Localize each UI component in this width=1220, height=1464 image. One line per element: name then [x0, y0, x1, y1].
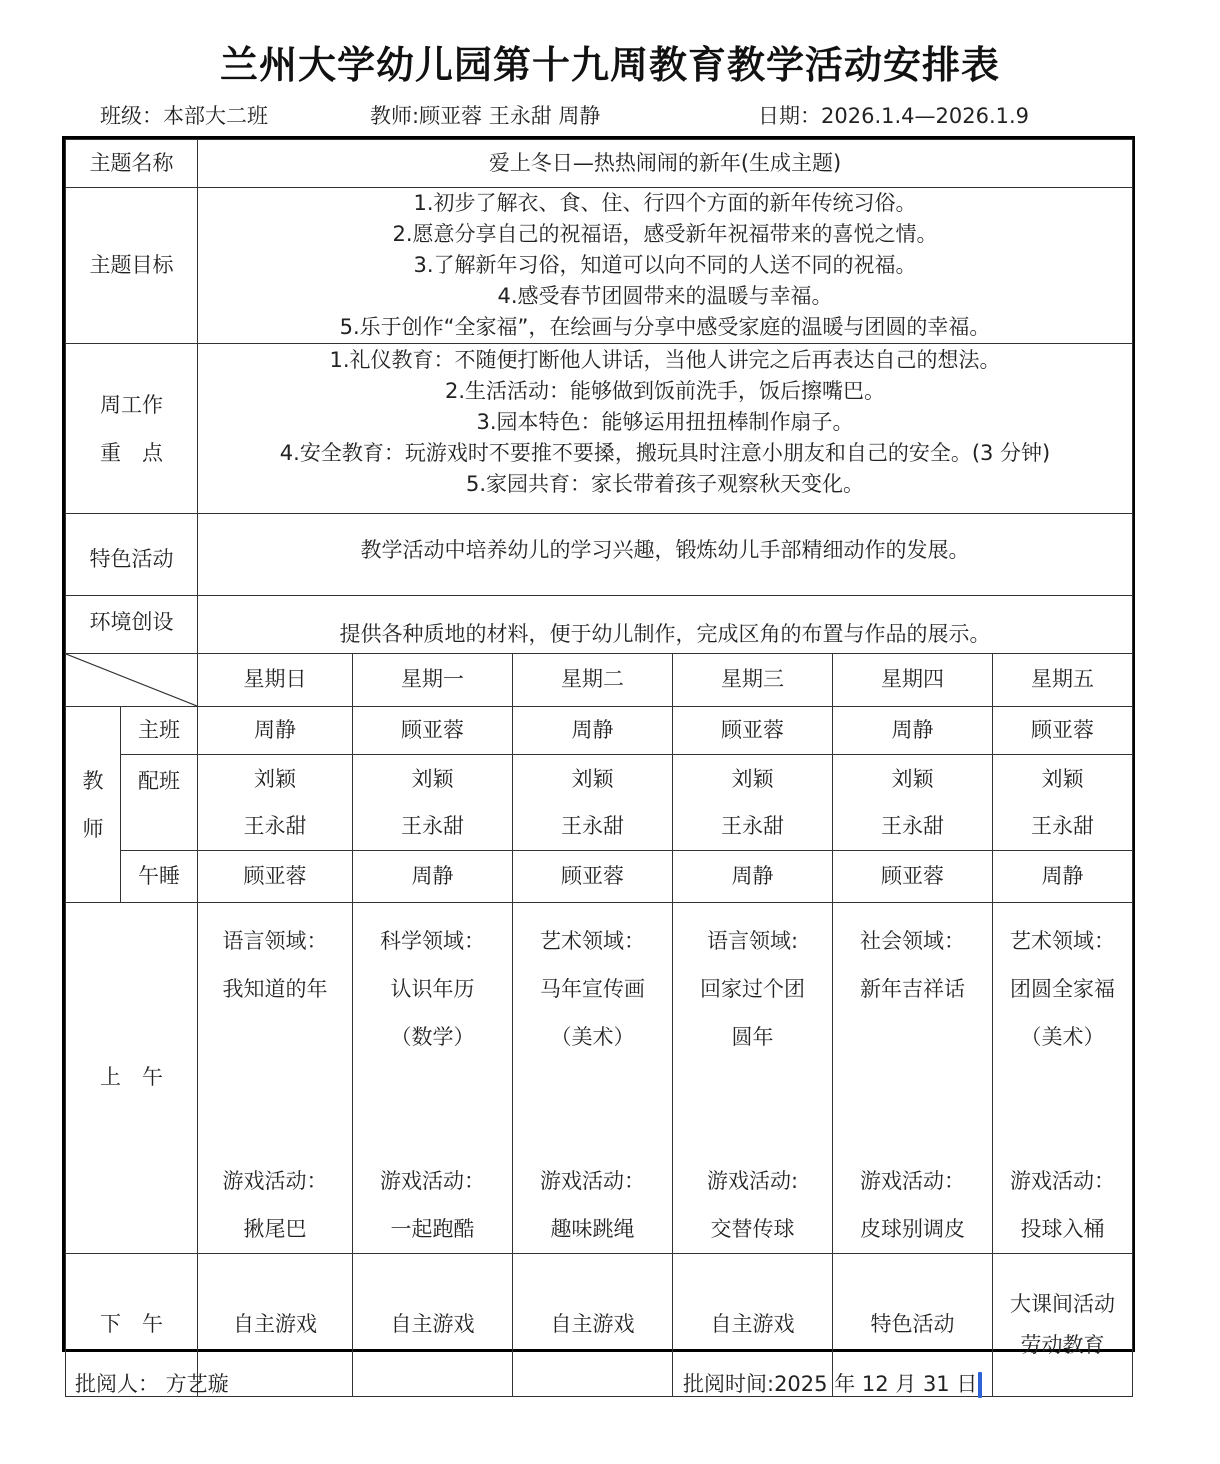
info-row-theme: [66, 140, 1133, 188]
afternoon-cell: 自主游戏: [673, 1254, 833, 1397]
focus-item: 4.安全教育：玩游戏时不要推不要搡，搬玩具时注意小朋友和自己的安全。(3 分钟): [279, 441, 1051, 465]
morning-cell: 语言领域: 回家过个团 圆年 游戏活动: 交替传球: [673, 903, 833, 1254]
afternoon-cell: 自主游戏: [353, 1254, 513, 1397]
main-teacher-cell: 顾亚蓉: [993, 707, 1133, 755]
date-label: 日期：2026.1.4—2026.1.9: [758, 104, 1030, 128]
teachers-label: 教师:顾亚蓉 王永甜 周静: [370, 104, 601, 128]
day-header: 星期五: [993, 654, 1133, 707]
focus-item: 1.礼仪教育：不随便打断他人讲话，当他人讲完之后再表达自己的想法。: [329, 348, 1001, 372]
info-row-environment: [66, 596, 1133, 654]
main-teacher-cell: 周静: [833, 707, 993, 755]
theme-goals-label: 主题目标: [66, 188, 198, 344]
theme-name-value: 爱上冬日—热热闹闹的新年(生成主题): [198, 140, 1133, 188]
day-header: 星期一: [353, 654, 513, 707]
nap-teacher-cell: 顾亚蓉: [198, 851, 353, 903]
day-header: 星期日: [198, 654, 353, 707]
nap-teacher-cell: 周静: [993, 851, 1133, 903]
weekly-focus-value: [198, 344, 1133, 514]
theme-goals-value: [198, 188, 1133, 344]
afternoon-label: 下 午: [66, 1254, 198, 1397]
assist-teacher-row: [66, 755, 1133, 851]
info-row-featured: [66, 514, 1133, 596]
weekly-focus-label: 周工作 重 点: [66, 344, 198, 514]
class-label: 班级：本部大二班: [100, 104, 268, 128]
afternoon-cell: 特色活动: [833, 1254, 993, 1397]
morning-cell: 社会领域： 新年吉祥话 游戏活动： 皮球别调皮: [833, 903, 993, 1254]
featured-activity-value: 教学活动中培养幼儿的学习兴趣，锻炼幼儿手部精细动作的发展。: [198, 514, 1133, 596]
assist-teacher-cell: 刘颖 王永甜: [993, 755, 1133, 851]
featured-activity-label: 特色活动: [66, 514, 198, 596]
morning-row: [66, 903, 1133, 1254]
assist-teacher-cell: 刘颖 王永甜: [513, 755, 673, 851]
environment-value: 提供各种质地的材料，便于幼儿制作，完成区角的布置与作品的展示。: [198, 596, 1133, 654]
nap-teacher-row: [66, 851, 1133, 903]
main-teacher-cell: 顾亚蓉: [353, 707, 513, 755]
info-row-weekly-focus: [66, 344, 1133, 514]
main-teacher-row: [66, 707, 1133, 755]
nap-teacher-cell: 顾亚蓉: [513, 851, 673, 903]
main-teacher-cell: 周静: [513, 707, 673, 755]
focus-item: 3.园本特色：能够运用扭扭棒制作扇子。: [476, 410, 854, 434]
goal-item: 1.初步了解衣、食、住、行四个方面的新年传统习俗。: [413, 191, 917, 215]
morning-cell: 艺术领域： 马年宣传画 （美术） 游戏活动： 趣味跳绳: [513, 903, 673, 1254]
assist-teacher-cell: 刘颖 王永甜: [833, 755, 993, 851]
diagonal-header-cell: [66, 654, 198, 707]
nap-teacher-cell: 顾亚蓉: [833, 851, 993, 903]
day-header: 星期二: [513, 654, 673, 707]
focus-item: 5.家园共育：家长带着孩子观察秋天变化。: [466, 472, 865, 496]
morning-cell: 艺术领域： 团圆全家福 （美术） 游戏活动： 投球入桶: [993, 903, 1133, 1254]
info-row-goals: [66, 188, 1133, 344]
diagonal-line: [66, 654, 197, 706]
schedule-table: [65, 139, 1133, 1397]
teacher-group-label: 教 师: [66, 707, 121, 903]
focus-item: 2.生活活动：能够做到饭前洗手，饭后擦嘴巴。: [445, 379, 886, 403]
environment-label: 环境创设: [66, 596, 198, 654]
nap-teacher-cell: 周静: [673, 851, 833, 903]
assist-teacher-cell: 刘颖 王永甜: [673, 755, 833, 851]
text-cursor: [978, 1372, 982, 1398]
afternoon-cell: 大课间活动 劳动教育: [993, 1254, 1133, 1397]
goal-item: 2.愿意分享自己的祝福语，感受新年祝福带来的喜悦之情。: [392, 222, 938, 246]
document-title: 兰州大学幼儿园第十九周教育教学活动安排表: [219, 43, 1000, 87]
goal-item: 3.了解新年习俗，知道可以向不同的人送不同的祝福。: [413, 253, 917, 277]
nap-teacher-label: 午睡: [121, 851, 198, 903]
goal-item: 5.乐于创作“全家福”，在绘画与分享中感受家庭的温暖与团圆的幸福。: [339, 315, 991, 339]
day-header-row: [66, 654, 1133, 707]
morning-label: 上 午: [66, 903, 198, 1254]
review-time-label[interactable]: 批阅时间:2025 年 12 月 31 日: [683, 1368, 982, 1398]
morning-cell: 科学领域： 认识年历 （数学） 游戏活动： 一起跑酷: [353, 903, 513, 1254]
theme-name-label: 主题名称: [66, 140, 198, 188]
reviewer-label: 批阅人： 方艺璇: [75, 1372, 229, 1396]
assist-teacher-cell: 刘颖 王永甜: [353, 755, 513, 851]
day-header: 星期四: [833, 654, 993, 707]
schedule-sheet: [62, 136, 1135, 1357]
nap-teacher-cell: 周静: [353, 851, 513, 903]
assist-teacher-label: 配班: [121, 755, 198, 851]
main-teacher-label: 主班: [121, 707, 198, 755]
main-teacher-cell: 周静: [198, 707, 353, 755]
main-teacher-cell: 顾亚蓉: [673, 707, 833, 755]
afternoon-cell: 自主游戏: [513, 1254, 673, 1397]
goal-item: 4.感受春节团圆带来的温暖与幸福。: [497, 284, 833, 308]
morning-cell: 语言领域： 我知道的年 游戏活动： 揪尾巴: [198, 903, 353, 1254]
assist-teacher-cell: 刘颖 王永甜: [198, 755, 353, 851]
day-header: 星期三: [673, 654, 833, 707]
afternoon-cell: 自主游戏: [198, 1254, 353, 1397]
